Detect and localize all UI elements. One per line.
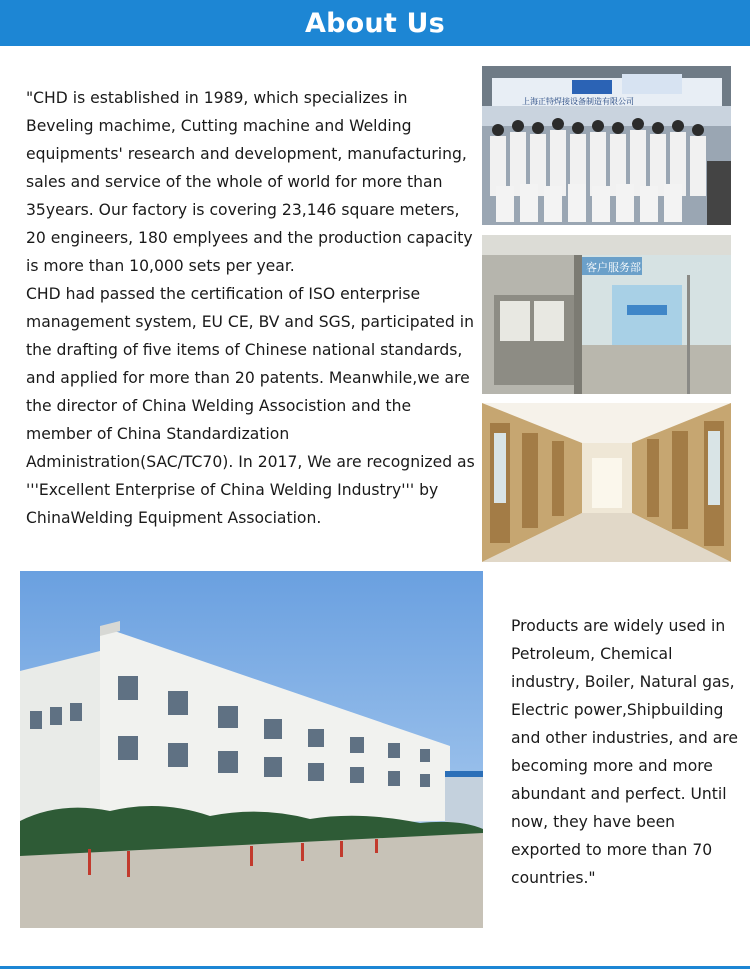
corridor-photo: [482, 403, 731, 562]
team-photo: [482, 66, 731, 225]
intro-paragraph-2: CHD had passed the certification of ISO enterprise management system, EU CE, BV and SGS, participated in the drafting of five items of Chinese national standards, and applied for more than 20 patents. Meanwhile,we are the director of China Welding Associstion and the member of China Standardization Administration(SAC/TC70). In 2017, We are recognized as '''Excellent Enterprise of China Welding Industry''' by ChinaWelding Equipment Association.: [26, 285, 475, 527]
intro-paragraph-1: "CHD is established in 1989, which specializes in Beveling machime, Cutting machine and Welding equipments' research and development, manufacturing, sales and service of the whole of world for more than 35years. Our factory is covering 23,146 square meters, 20 engineers, 180 emplyees and the production capacity is more than 10,000 sets per year.: [26, 89, 473, 275]
products-paragraph: Products are widely used in Petroleum, Chemical industry, Boiler, Natural gas, Electric power,Shipbuilding and other industries, and are becoming more and more abundant and perfect. Until now, they have been exported to more than 70 countries.": [511, 617, 738, 887]
products-text: [511, 612, 743, 892]
service-sign: 客户服务部: [586, 261, 641, 274]
booth-sign: 上海正特焊接设备制造有限公司: [522, 97, 634, 106]
factory-building-photo: [20, 571, 483, 928]
about-banner: [0, 0, 750, 46]
intro-text: [26, 84, 476, 532]
service-office-photo: [482, 235, 731, 394]
page-title: About Us: [305, 7, 445, 39]
